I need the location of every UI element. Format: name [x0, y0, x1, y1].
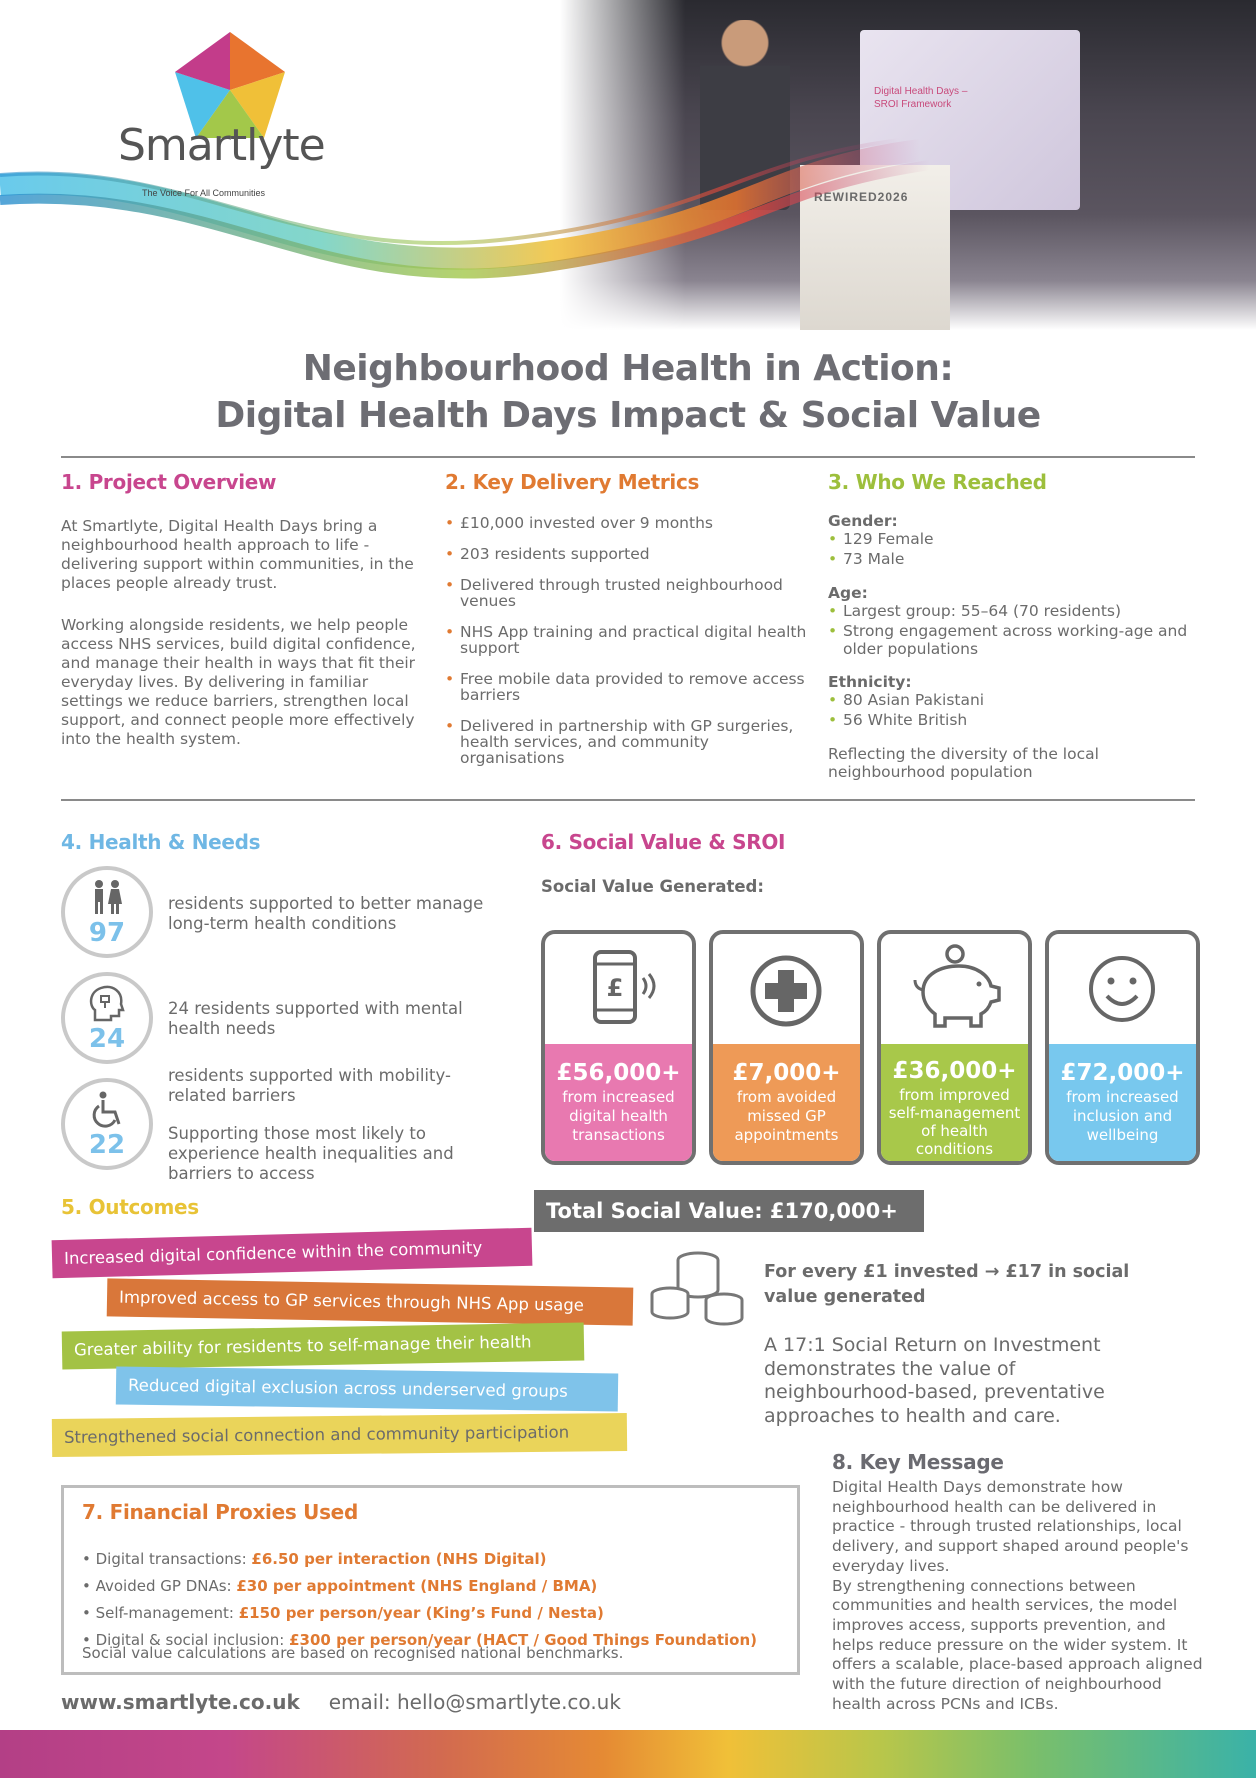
proxy-label: Digital transactions:	[95, 1550, 252, 1568]
health-stat-text: residents supported to better manage long-term health conditions	[168, 894, 484, 933]
proxy-value: £30 per appointment (NHS England / BMA)	[236, 1577, 598, 1595]
outcome-banner: Improved access to GP services through NHS App usage	[107, 1278, 634, 1325]
ethnicity-item: • 80 Asian Pakistani	[828, 691, 1188, 709]
card-description: from improved self-management of health conditions	[888, 1086, 1021, 1158]
piggy-bank-icon	[881, 934, 1028, 1044]
proxies-note: Social value calculations are based on recognised national benchmarks.	[82, 1644, 624, 1662]
proxy-value: £6.50 per interaction (NHS Digital)	[251, 1550, 547, 1568]
divider-top	[61, 456, 1195, 458]
roi-headline: For every £1 invested → £17 in social value generated	[764, 1262, 1130, 1307]
card-amount: £72,000+	[1060, 1060, 1185, 1086]
card-amount: £7,000+	[732, 1060, 841, 1086]
card-amount: £56,000+	[556, 1060, 681, 1086]
overview-paragraph-1: At Smartlyte, Digital Health Days bring a neighbourhood health approach to life - delivering support within communities, in the places people already trust.	[61, 517, 414, 592]
key-message-heading: 8. Key Message	[832, 1450, 1004, 1474]
proxies-list	[82, 1546, 757, 1654]
page-title-line2: Digital Health Days Impact & Social Value	[215, 395, 1041, 436]
wheelchair-icon	[87, 1090, 127, 1130]
metric-item: • NHS App training and practical digital health support	[445, 624, 810, 656]
age-item: • Strong engagement across working-age and older populations	[828, 622, 1188, 658]
reached-heading: 3. Who We Reached	[828, 470, 1047, 494]
age-item: • Largest group: 55–64 (70 residents)	[828, 602, 1188, 620]
medical-cross-icon	[713, 934, 860, 1044]
gender-label: Gender:	[828, 512, 898, 530]
metrics-heading: 2. Key Delivery Metrics	[445, 470, 700, 494]
card-band	[713, 1044, 860, 1165]
email-link[interactable]: email: hello@smartlyte.co.uk	[328, 1690, 621, 1714]
outcome-banner: Reduced digital exclusion across underserved groups	[116, 1366, 618, 1411]
health-stat-number: 97	[88, 918, 126, 948]
metric-item: • Delivered in partnership with GP surgeries, health services, and community organisations	[445, 718, 810, 766]
health-stat-number: 22	[88, 1130, 126, 1160]
ethnicity-item: • 56 White British	[828, 711, 1188, 729]
proxy-item: • Digital transactions: £6.50 per interaction (NHS Digital)	[82, 1550, 547, 1568]
coins-icon	[648, 1248, 748, 1328]
card-band	[545, 1044, 692, 1165]
card-description: from increased inclusion and wellbeing	[1066, 1088, 1179, 1144]
proxy-item: • Self-management: £150 per person/year (King’s Fund / Nesta)	[82, 1604, 604, 1622]
financial-proxies-box	[61, 1485, 800, 1675]
social-value-heading: 6. Social Value & SROI	[541, 830, 786, 854]
metrics-list	[445, 515, 810, 781]
reached-note: Reflecting the diversity of the local neighbourhood population	[828, 745, 1099, 781]
footer-gradient-bar	[0, 1730, 1256, 1778]
svg-text:£: £	[606, 974, 624, 1002]
age-list	[828, 602, 1188, 660]
roi-text: A 17:1 Social Return on Investment demonstrates the value of neighbourhood-based, preventative approaches to health and care.	[764, 1334, 1105, 1427]
health-stat-circle	[61, 972, 153, 1064]
card-description: from increased digital health transactions	[562, 1088, 675, 1144]
overview-paragraph-2: Working alongside residents, we help people access NHS services, build digital confidence, and manage their health in ways that fit their everyday lives. By delivering in familiar settings we reduce barriers, strengthen local support, and connect people more effectively into the health system.	[61, 616, 416, 748]
key-message-paragraph-1: Digital Health Days demonstrate how neighbourhood health can be delivered in practice - through trusted relationships, local delivery, and support shaped around people's everyday lives.	[832, 1478, 1189, 1575]
page-title-line1: Neighbourhood Health in Action:	[302, 348, 954, 389]
people-icon	[87, 878, 127, 918]
footer-contact	[61, 1690, 643, 1714]
health-heading: 4. Health & Needs	[61, 830, 261, 854]
health-stat-circle	[61, 866, 153, 958]
logo-tagline: The Voice For All Communities	[142, 188, 266, 198]
proxy-item: • Digital & social inclusion: £300 per person/year (HACT / Good Things Foundation)	[82, 1631, 758, 1649]
health-inequalities-text: Supporting those most likely to experience health inequalities and barriers to access	[168, 1124, 454, 1183]
proxy-value: £150 per person/year (King’s Fund / Nesta)	[238, 1604, 604, 1622]
outcomes-heading: 5. Outcomes	[61, 1195, 199, 1219]
phone-pound-icon	[545, 934, 692, 1044]
proxy-value: £300 per person/year (HACT / Good Things Foundation)	[289, 1631, 758, 1649]
key-message-paragraph-2: By strengthening connections between communities and health services, the model improves access, supports prevention, and helps reduce pressure on the wider system. It offers a scalable, place-based approach aligned with the future direction of neighbourhood health across PCNs and ICBs.	[832, 1576, 1203, 1713]
health-stat-text: 24 residents supported with mental health needs	[168, 999, 463, 1038]
gender-item: • 129 Female	[828, 530, 1188, 548]
social-value-subheading: Social Value Generated:	[541, 877, 764, 896]
divider-middle	[61, 799, 1195, 801]
gender-list	[828, 530, 1188, 570]
age-label: Age:	[828, 584, 868, 602]
card-band	[881, 1044, 1028, 1165]
card-amount: £36,000+	[892, 1058, 1017, 1084]
social-value-card	[709, 930, 864, 1165]
proxy-item: • Avoided GP DNAs: £30 per appointment (NHS England / BMA)	[82, 1577, 598, 1595]
outcome-banner: Increased digital confidence within the community	[52, 1228, 533, 1279]
ethnicity-label: Ethnicity:	[828, 673, 912, 691]
smiley-icon	[1049, 934, 1196, 1044]
logo-wordmark: Smartlyte	[118, 120, 325, 171]
metric-item: • Delivered through trusted neighbourhood venues	[445, 577, 810, 609]
social-value-card	[877, 930, 1032, 1165]
social-value-card	[541, 930, 696, 1165]
outcome-banner: Strengthened social connection and community participation	[52, 1413, 627, 1457]
total-social-value: Total Social Value: £170,000+	[534, 1190, 924, 1232]
podium-label: REWIRED2026	[814, 190, 909, 204]
key-message-text	[832, 1478, 1212, 1714]
proxies-heading: 7. Financial Proxies Used	[82, 1500, 358, 1524]
health-stat-text: residents supported with mobility-related barriers	[168, 1066, 451, 1105]
proxy-label: Digital & social inclusion:	[95, 1631, 290, 1649]
health-stat-circle	[61, 1078, 153, 1170]
health-stat-number: 24	[88, 1024, 126, 1054]
metric-item: • 203 residents supported	[445, 546, 810, 562]
head-puzzle-icon	[87, 984, 127, 1024]
proxy-label: Avoided GP DNAs:	[95, 1577, 237, 1595]
gender-item: • 73 Male	[828, 550, 1188, 568]
proxy-label: Self-management:	[95, 1604, 239, 1622]
overview-heading: 1. Project Overview	[61, 470, 277, 494]
screen-text: Digital Health Days – SROI Framework	[874, 86, 968, 110]
hero-banner	[0, 0, 1256, 330]
website-link[interactable]: www.smartlyte.co.uk	[61, 1690, 300, 1714]
ethnicity-list	[828, 691, 1188, 731]
card-description: from avoided missed GP appointments	[734, 1088, 839, 1144]
metric-item: • Free mobile data provided to remove access barriers	[445, 671, 810, 703]
outcome-banner: Greater ability for residents to self-manage their health	[62, 1322, 585, 1369]
social-value-card	[1045, 930, 1200, 1165]
card-band	[1049, 1044, 1196, 1165]
metric-item: • £10,000 invested over 9 months	[445, 515, 810, 531]
